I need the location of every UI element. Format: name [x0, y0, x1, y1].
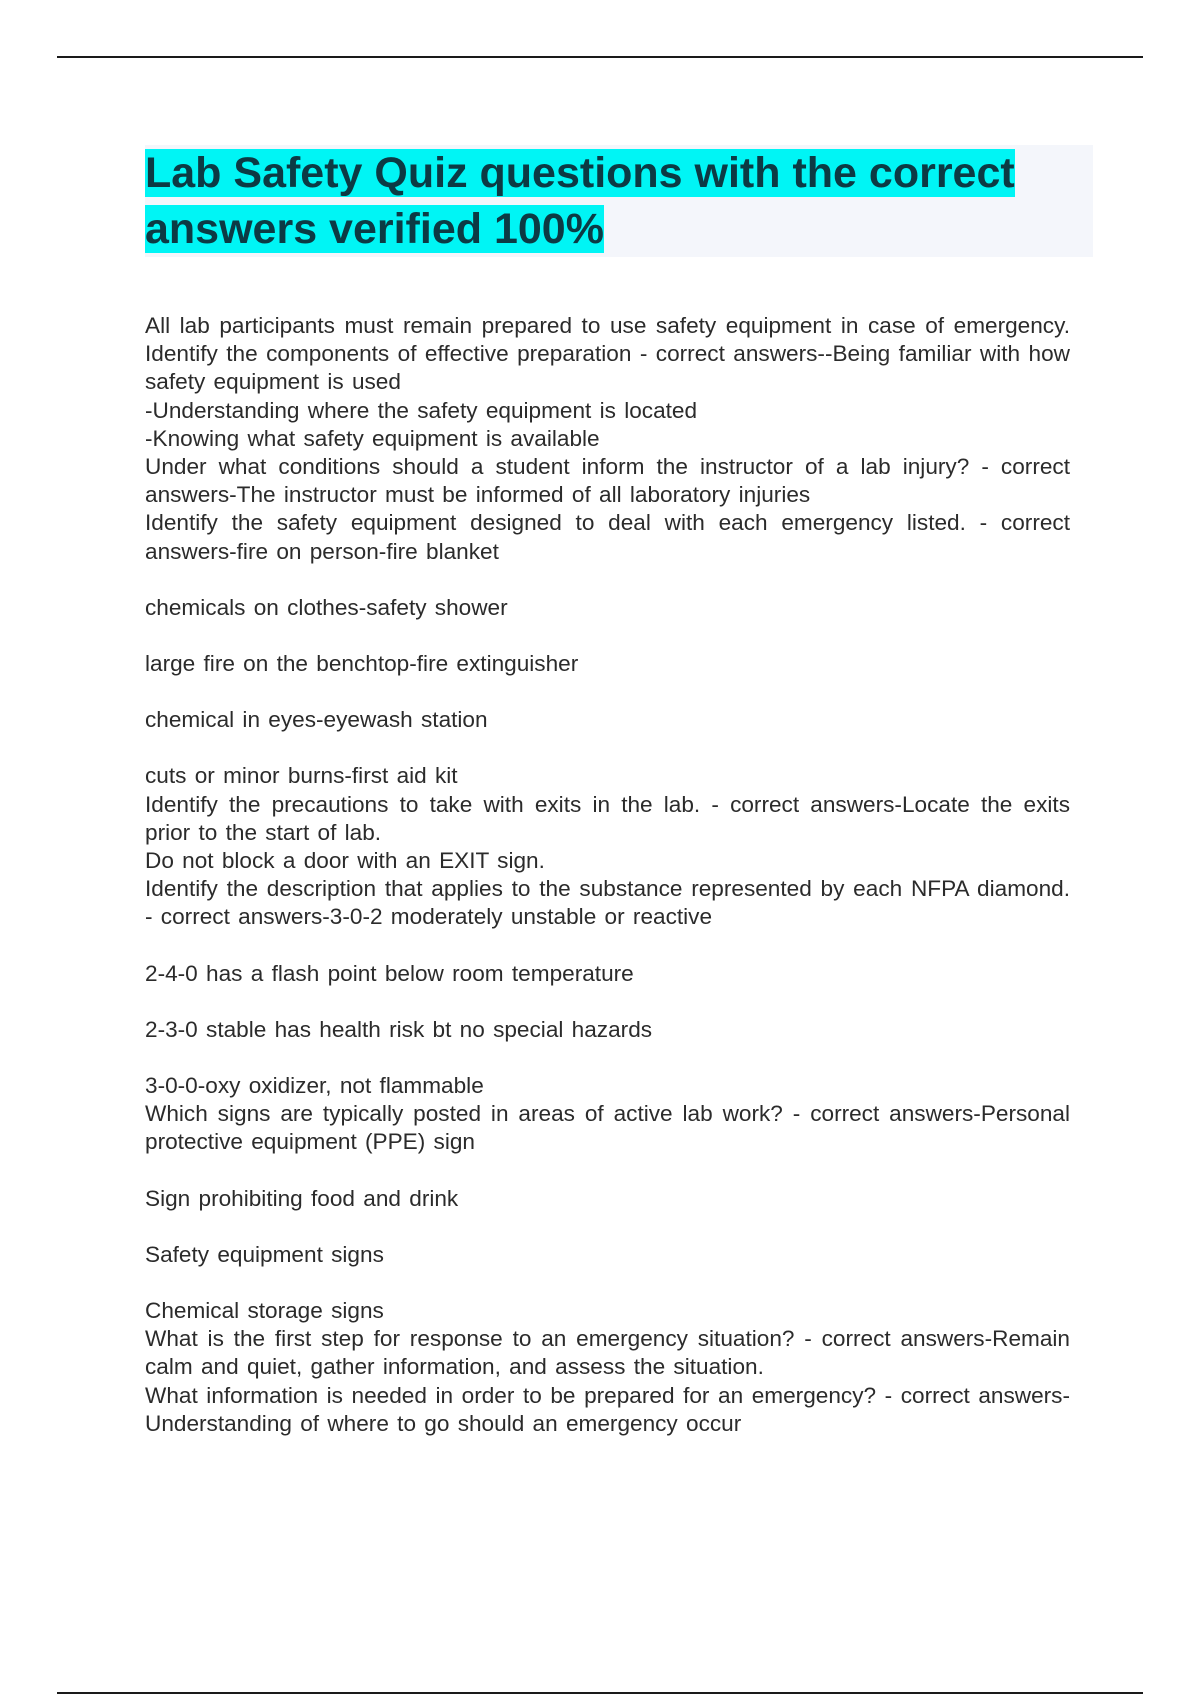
paragraph: Which signs are typically posted in areas of active lab work? - correct answers-Personal protective equipment (PPE) sign [145, 1101, 1070, 1155]
paragraph: chemical in eyes-eyewash station [145, 707, 488, 733]
text-block [145, 960, 1070, 988]
paragraph: 2-3-0 stable has health risk bt no special hazards [145, 1016, 653, 1042]
document-title [145, 145, 1085, 257]
text-block [145, 1072, 1070, 1157]
text-block [145, 594, 1070, 622]
document-body [145, 312, 1070, 1438]
paragraph: large fire on the benchtop-fire extinguisher [145, 651, 579, 677]
paragraph: What information is needed in order to be prepared for an emergency? - correct answers-Understanding of where to go should an emergency occur [145, 1382, 1070, 1436]
title-highlight: Lab Safety Quiz questions with the correct answers verified 100% [145, 149, 1015, 253]
block-gap [145, 1044, 1070, 1072]
block-gap [145, 678, 1070, 706]
paragraph: Identify the precautions to take with exits in the lab. - correct answers-Locate the exits prior to the start of lab. [145, 791, 1070, 845]
block-gap [145, 988, 1070, 1016]
paragraph: Safety equipment signs [145, 1241, 384, 1267]
block-gap [145, 734, 1070, 762]
block-gap [145, 1157, 1070, 1185]
text-block [145, 1185, 1070, 1213]
paragraph: Identify the safety equipment designed to deal with each emergency listed. - correct answers-fire on person-fire blanket [145, 510, 1070, 564]
text-block [145, 1016, 1070, 1044]
text-block [145, 1297, 1070, 1438]
header-rule [57, 56, 1143, 58]
paragraph: 2-4-0 has a flash point below room temperature [145, 960, 634, 986]
paragraph: chemicals on clothes-safety shower [145, 594, 508, 620]
footer-rule [57, 1692, 1143, 1694]
text-block [145, 312, 1070, 566]
text-block [145, 706, 1070, 734]
paragraph: -Knowing what safety equipment is available [145, 425, 600, 451]
paragraph: Do not block a door with an EXIT sign. [145, 848, 545, 874]
block-gap [145, 566, 1070, 594]
block-gap [145, 1269, 1070, 1297]
text-block [145, 762, 1070, 931]
paragraph: What is the first step for response to an emergency situation? - correct answers-Remain calm and quiet, gather information, and assess the situation. [145, 1326, 1070, 1380]
paragraph: Sign prohibiting food and drink [145, 1185, 459, 1211]
text-block [145, 650, 1070, 678]
block-gap [145, 932, 1070, 960]
paragraph: Under what conditions should a student inform the instructor of a lab injury? - correct answers-The instructor must be informed of all laboratory injuries [145, 454, 1070, 508]
paragraph: Identify the description that applies to the substance represented by each NFPA diamond. - correct answers-3-0-2 moderately unstable or reactive [145, 876, 1070, 930]
paragraph: cuts or minor burns-first aid kit [145, 763, 458, 789]
paragraph: 3-0-0-oxy oxidizer, not flammable [145, 1073, 484, 1099]
paragraph: All lab participants must remain prepared to use safety equipment in case of emergency. Identify the components of effective preparation - correct answers--Being familiar with how safety equipment is used [145, 313, 1070, 395]
paragraph: Chemical storage signs [145, 1298, 384, 1324]
block-gap [145, 1213, 1070, 1241]
paragraph: -Understanding where the safety equipment is located [145, 397, 698, 423]
block-gap [145, 622, 1070, 650]
text-block [145, 1241, 1070, 1269]
